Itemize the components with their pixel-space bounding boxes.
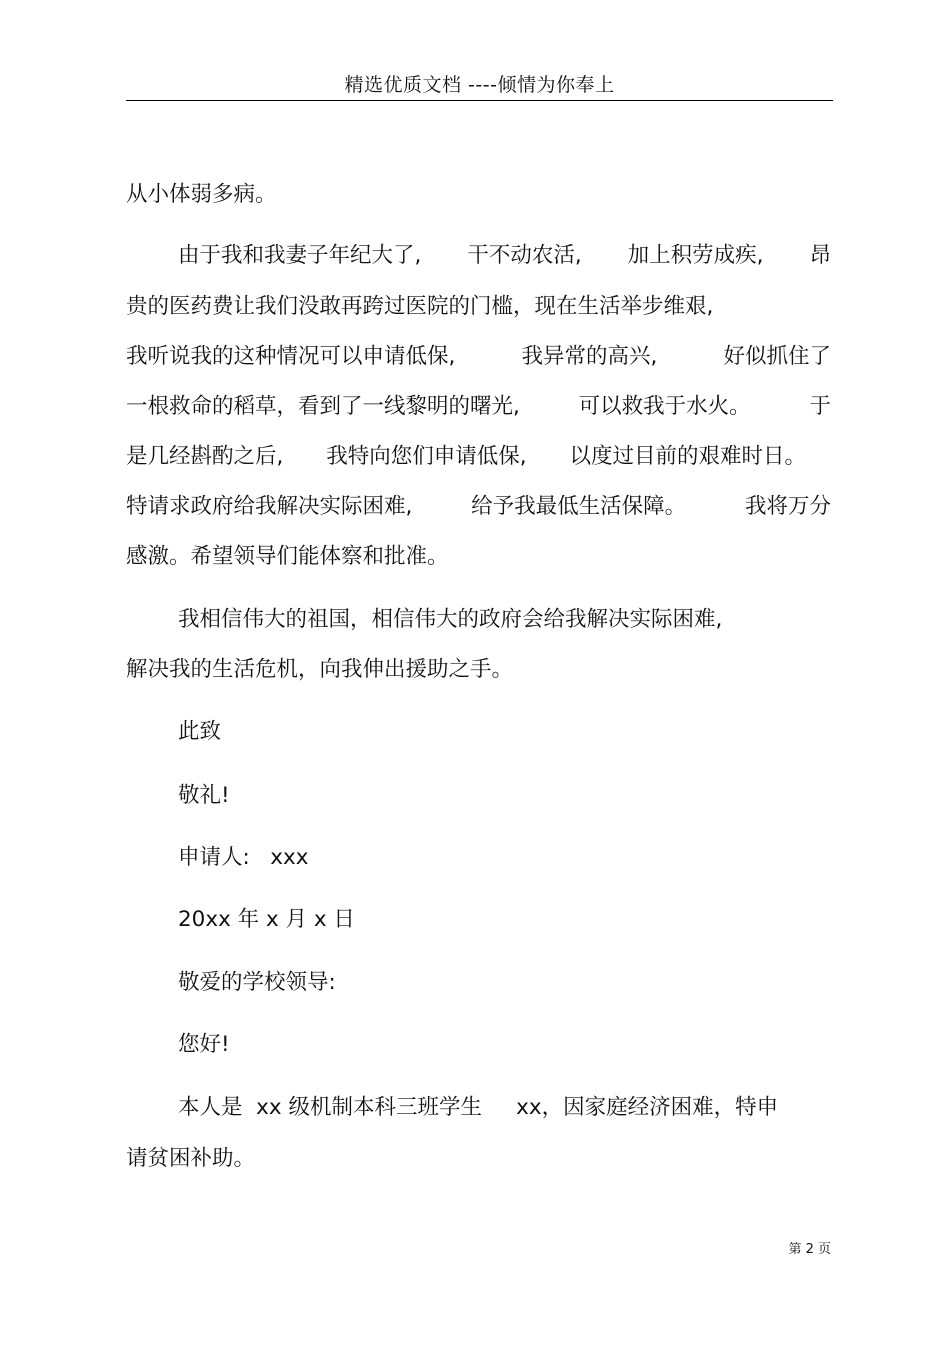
text-segment: 我听说我的这种情况可以申请低保, <box>126 344 456 369</box>
text-segment: 特请求政府给我解决实际困难, <box>126 494 413 519</box>
text-line: 请贫困补助。 <box>126 1146 256 1171</box>
text-line: 我相信伟大的祖国，相信伟大的政府会给我解决实际困难, <box>178 607 723 632</box>
text-line <box>126 346 831 368</box>
text-line <box>126 396 831 418</box>
text-line: 本人是 xx 级机制本科三班学生 xx，因家庭经济困难，特申 <box>178 1095 779 1120</box>
page-number: 第 2 页 <box>788 1242 831 1257</box>
greeting-hello: 您好! <box>178 1032 230 1057</box>
text-segment: 我将万分 <box>744 494 831 519</box>
text-line <box>126 446 806 468</box>
text-segment: 是几经斟酌之后, <box>126 444 284 469</box>
text-segment: 我异常的高兴, <box>521 344 658 369</box>
text-segment: 我特向您们申请低保, <box>326 444 527 469</box>
text-segment: 由于我和我妻子年纪大了, <box>178 243 422 268</box>
text-segment: 加上积劳成疾, <box>627 243 764 268</box>
text-segment: 可以救我于水火。 <box>578 394 751 419</box>
closing-regards: 敬礼! <box>178 783 230 808</box>
text-line: 贵的医药费让我们没敢再跨过医院的门槛，现在生活举步维艰, <box>126 294 714 319</box>
text-segment: 好似抓住了 <box>723 344 831 369</box>
text-line <box>126 496 831 518</box>
header-rule <box>126 100 833 101</box>
date-line: 20xx 年 x 月 x 日 <box>178 907 355 932</box>
text-segment: 干不动农活, <box>467 243 582 268</box>
text-line: 从小体弱多病。 <box>126 182 277 207</box>
applicant-line: 申请人: xxx <box>178 845 309 870</box>
text-segment: 给予我最低生活保障。 <box>471 494 687 519</box>
closing-salutation: 此致 <box>178 719 222 744</box>
greeting-line: 敬爱的学校领导: <box>178 970 336 995</box>
text-segment: 一根救命的稻草，看到了一线黎明的曙光, <box>126 394 520 419</box>
text-line: 感激。希望领导们能体察和批准。 <box>126 544 449 569</box>
text-line: 解决我的生活危机，向我伸出援助之手。 <box>126 657 514 682</box>
text-line <box>178 245 831 267</box>
text-segment: 以度过目前的艰难时日。 <box>569 444 806 469</box>
page-header: 精选优质文档 ----倾情为你奉上 <box>344 74 615 96</box>
text-segment: 于 <box>809 394 831 419</box>
text-segment: 昂 <box>809 243 831 268</box>
